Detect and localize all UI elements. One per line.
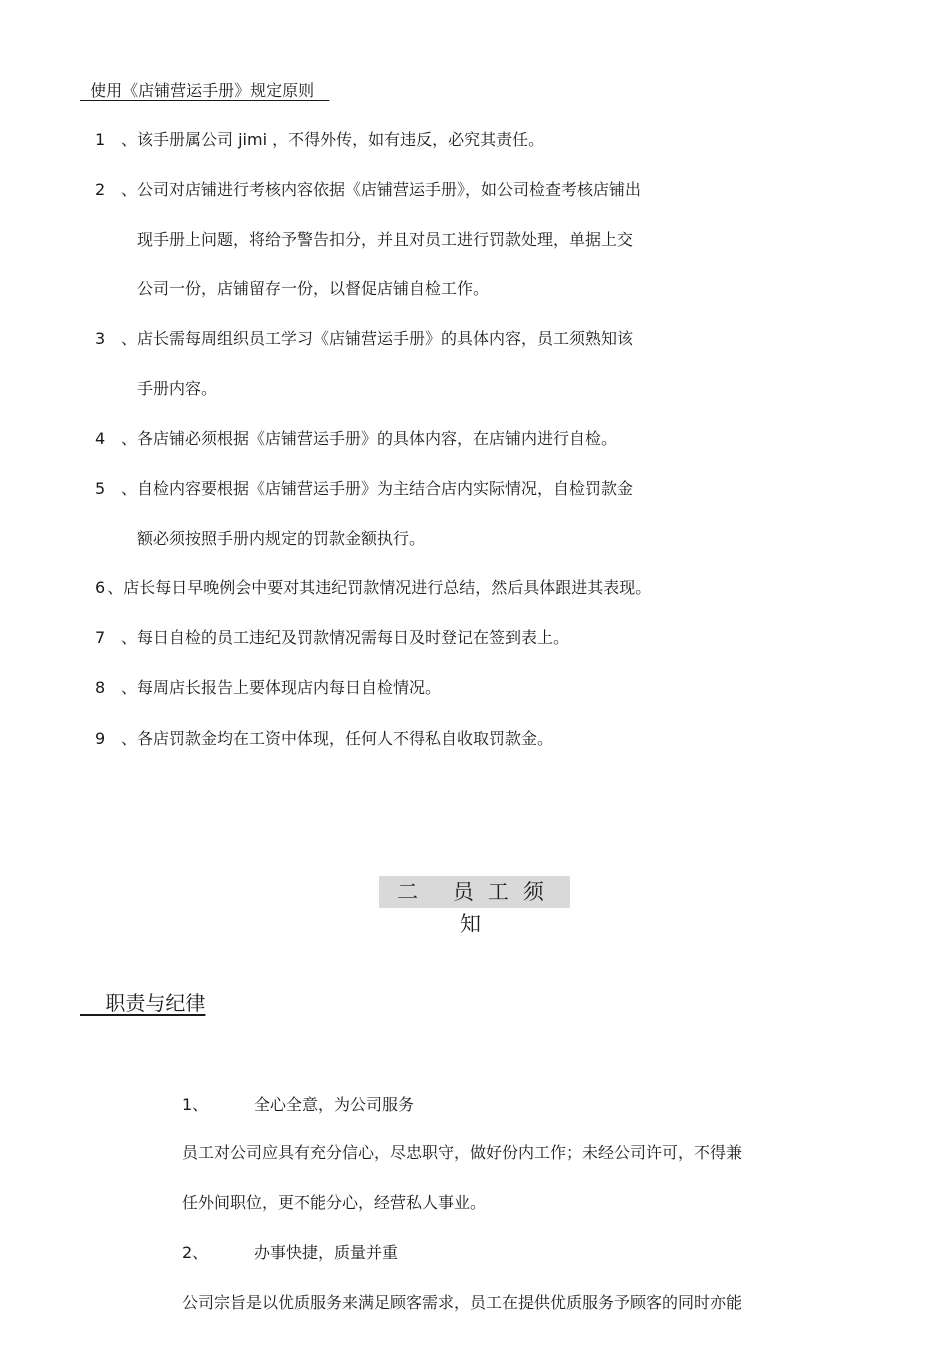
duty-body: 员工对公司应具有充分信心，尽忠职守，做好份内工作；未经公司许可，不得兼 — [182, 1143, 743, 1162]
rule-text-continuation: 手册内容。 — [137, 379, 218, 398]
rule-number: 8 — [95, 678, 106, 697]
duty-number: 2、 — [182, 1243, 209, 1262]
rule-text-continuation: 现手册上问题，将给予警告扣分，并且对员工进行罚款处理，单据上交 — [137, 230, 634, 249]
duty-number: 1、 — [182, 1095, 209, 1114]
rules-title: 使用《店铺营运手册》规定原则 — [80, 81, 330, 100]
rule-text: 、各店罚款金均在工资中体现，任何人不得私自收取罚款金。 — [121, 729, 554, 748]
duty-body: 任外间职位，更不能分心，经营私人事业。 — [182, 1193, 487, 1212]
rule-item-9 — [95, 728, 553, 750]
rule-text: 、每日自检的员工违纪及罚款情况需每日及时登记在签到表上。 — [121, 628, 570, 647]
rule-number: 5 — [95, 479, 106, 498]
rule-number: 2 — [95, 180, 106, 199]
rule-text-continuation: 额必须按照手册内规定的罚款金额执行。 — [137, 529, 426, 548]
rule-number: 6 — [95, 578, 106, 597]
rule-text: 、该手册属公司 jimi ，不得外传，如有违反，必究其责任。 — [121, 130, 545, 149]
duty-item-1 — [182, 1094, 414, 1116]
section-banner: 二 员工须知 — [379, 876, 570, 908]
rule-text: 、店长需每周组织员工学习《店铺营运手册》的具体内容，员工须熟知该 — [121, 329, 634, 348]
rule-text: 、店长每日早晚例会中要对其违纪罚款情况进行总结，然后具体跟进其表现。 — [107, 578, 652, 597]
rule-text: 、每周店长报告上要体现店内每日自检情况。 — [121, 678, 442, 697]
rule-item-1 — [95, 129, 544, 151]
duty-title: 全心全意，为公司服务 — [254, 1095, 415, 1114]
rule-item-6 — [95, 577, 651, 599]
rule-number: 1 — [95, 130, 106, 149]
rule-item-7 — [95, 627, 569, 649]
rule-item-3 — [95, 328, 633, 350]
rule-text: 、各店铺必须根据《店铺营运手册》的具体内容，在店铺内进行自检。 — [121, 429, 618, 448]
rule-text: 、自检内容要根据《店铺营运手册》为主结合店内实际情况，自检罚款金 — [121, 479, 634, 498]
rule-item-4 — [95, 428, 617, 450]
rule-number: 7 — [95, 628, 106, 647]
rule-text: 、公司对店铺进行考核内容依据《店铺营运手册》，如公司检查考核店铺出 — [121, 180, 642, 199]
subsection-title: 职责与纪律 — [80, 991, 206, 1015]
rule-item-5 — [95, 478, 633, 500]
duty-title: 办事快捷，质量并重 — [254, 1243, 399, 1262]
rule-item-8 — [95, 677, 441, 699]
rule-number: 3 — [95, 329, 106, 348]
duty-item-2 — [182, 1242, 398, 1264]
rule-number: 4 — [95, 429, 106, 448]
duty-body: 公司宗旨是以优质服务来满足顾客需求，员工在提供优质服务予顾客的同时亦能 — [182, 1293, 743, 1312]
rule-number: 9 — [95, 729, 106, 748]
rule-text-continuation: 公司一份，店铺留存一份，以督促店铺自检工作。 — [137, 279, 490, 298]
rule-item-2 — [95, 179, 641, 201]
